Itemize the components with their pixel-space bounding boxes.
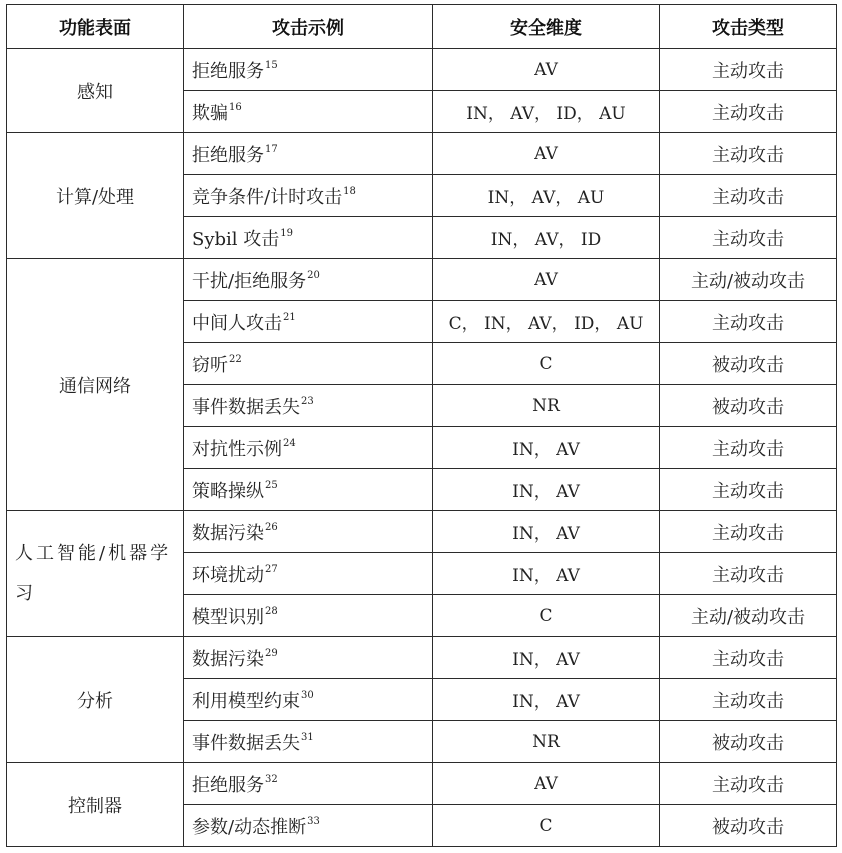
reference-superscript: 32 — [265, 773, 278, 785]
security-dimension-cell: IN， AV — [433, 679, 660, 721]
reference-superscript: 16 — [229, 101, 242, 113]
attack-example-cell — [184, 175, 433, 217]
reference-superscript: 27 — [265, 563, 278, 575]
functional-surface-cell: 感知 — [7, 49, 184, 133]
security-dimension-cell: C， IN， AV， ID， AU — [433, 301, 660, 343]
header-functional-surface: 功能表面 — [7, 5, 184, 49]
attack-type-cell: 主动攻击 — [660, 217, 837, 259]
attack-example-cell — [184, 679, 433, 721]
attack-type-cell: 被动攻击 — [660, 721, 837, 763]
attack-type-cell: 主动攻击 — [660, 679, 837, 721]
attack-example-cell — [184, 217, 433, 259]
security-dimension-cell: IN， AV — [433, 511, 660, 553]
reference-superscript: 20 — [307, 269, 320, 281]
attack-surface-table — [6, 4, 837, 847]
functional-surface-cell: 计算/处理 — [7, 133, 184, 259]
reference-superscript: 18 — [343, 185, 356, 197]
attack-example-text: Sybil 攻击 — [192, 228, 280, 250]
header-row — [7, 5, 837, 49]
attack-type-cell: 被动攻击 — [660, 805, 837, 847]
attack-example-cell — [184, 763, 433, 805]
attack-example-text: 事件数据丢失 — [192, 396, 300, 418]
attack-example-text: 事件数据丢失 — [192, 732, 300, 754]
attack-example-text: 策略操纵 — [192, 480, 264, 502]
reference-superscript: 22 — [229, 353, 242, 365]
attack-type-cell: 主动/被动攻击 — [660, 259, 837, 301]
attack-type-cell: 主动攻击 — [660, 637, 837, 679]
reference-superscript: 23 — [301, 395, 314, 407]
attack-type-cell: 主动攻击 — [660, 469, 837, 511]
attack-example-text: 竞争条件/计时攻击 — [192, 186, 343, 208]
attack-example-cell — [184, 637, 433, 679]
attack-example-cell — [184, 511, 433, 553]
attack-example-cell — [184, 553, 433, 595]
security-dimension-cell: IN， AV， ID， AU — [433, 91, 660, 133]
reference-superscript: 24 — [283, 437, 296, 449]
attack-example-text: 欺骗 — [192, 102, 228, 124]
security-dimension-cell: NR — [433, 721, 660, 763]
attack-example-text: 数据污染 — [192, 648, 264, 670]
attack-type-cell: 主动攻击 — [660, 427, 837, 469]
table-row — [7, 133, 837, 175]
header-attack-example: 攻击示例 — [184, 5, 433, 49]
attack-example-cell — [184, 385, 433, 427]
reference-superscript: 19 — [280, 227, 293, 239]
security-dimension-cell: C — [433, 343, 660, 385]
attack-type-cell: 主动攻击 — [660, 91, 837, 133]
table-row — [7, 49, 837, 91]
reference-superscript: 28 — [265, 605, 278, 617]
attack-example-text: 对抗性示例 — [192, 438, 282, 460]
attack-example-cell — [184, 595, 433, 637]
attack-example-cell — [184, 301, 433, 343]
attack-example-cell — [184, 259, 433, 301]
reference-superscript: 31 — [301, 731, 314, 743]
reference-superscript: 33 — [307, 815, 320, 827]
attack-example-text: 拒绝服务 — [192, 774, 264, 796]
reference-superscript: 15 — [265, 59, 278, 71]
attack-example-cell — [184, 91, 433, 133]
reference-superscript: 25 — [265, 479, 278, 491]
attack-type-cell: 主动/被动攻击 — [660, 595, 837, 637]
reference-superscript: 21 — [283, 311, 296, 323]
table-row — [7, 259, 837, 301]
attack-example-cell — [184, 469, 433, 511]
attack-type-cell: 被动攻击 — [660, 343, 837, 385]
attack-type-cell: 主动攻击 — [660, 511, 837, 553]
table-row — [7, 511, 837, 553]
security-dimension-cell: AV — [433, 49, 660, 91]
table-body — [7, 49, 837, 847]
reference-superscript: 17 — [265, 143, 278, 155]
attack-example-cell — [184, 49, 433, 91]
table-header — [7, 5, 837, 49]
table-row — [7, 763, 837, 805]
attack-example-cell — [184, 721, 433, 763]
security-dimension-cell: AV — [433, 133, 660, 175]
attack-type-cell: 主动攻击 — [660, 763, 837, 805]
security-dimension-cell: IN， AV — [433, 427, 660, 469]
security-dimension-cell: C — [433, 595, 660, 637]
attack-example-cell — [184, 427, 433, 469]
functional-surface-cell: 通信网络 — [7, 259, 184, 511]
security-dimension-cell: AV — [433, 763, 660, 805]
attack-example-cell — [184, 133, 433, 175]
header-attack-type: 攻击类型 — [660, 5, 837, 49]
attack-example-text: 中间人攻击 — [192, 312, 282, 334]
attack-type-cell: 主动攻击 — [660, 49, 837, 91]
functional-surface-cell: 人工智能/机器学习 — [7, 511, 184, 637]
attack-type-cell: 主动攻击 — [660, 553, 837, 595]
attack-example-cell — [184, 805, 433, 847]
attack-example-text: 模型识别 — [192, 606, 264, 628]
security-dimension-cell: AV — [433, 259, 660, 301]
attack-example-text: 参数/动态推断 — [192, 816, 307, 838]
attack-example-text: 利用模型约束 — [192, 690, 300, 712]
functional-surface-cell: 分析 — [7, 637, 184, 763]
security-dimension-cell: IN， AV — [433, 469, 660, 511]
security-dimension-cell: IN， AV， AU — [433, 175, 660, 217]
attack-example-text: 拒绝服务 — [192, 144, 264, 166]
attack-example-text: 环境扰动 — [192, 564, 264, 586]
attack-type-cell: 主动攻击 — [660, 133, 837, 175]
reference-superscript: 26 — [265, 521, 278, 533]
security-dimension-cell: C — [433, 805, 660, 847]
attack-example-cell — [184, 343, 433, 385]
table-row — [7, 637, 837, 679]
attack-example-text: 干扰/拒绝服务 — [192, 270, 307, 292]
attack-example-text: 拒绝服务 — [192, 60, 264, 82]
reference-superscript: 30 — [301, 689, 314, 701]
attack-type-cell: 主动攻击 — [660, 301, 837, 343]
functional-surface-cell: 控制器 — [7, 763, 184, 847]
security-dimension-cell: NR — [433, 385, 660, 427]
security-dimension-cell: IN， AV， ID — [433, 217, 660, 259]
security-dimension-cell: IN， AV — [433, 553, 660, 595]
attack-example-text: 窃听 — [192, 354, 228, 376]
header-security-dimension: 安全维度 — [433, 5, 660, 49]
reference-superscript: 29 — [265, 647, 278, 659]
security-dimension-cell: IN， AV — [433, 637, 660, 679]
attack-type-cell: 主动攻击 — [660, 175, 837, 217]
attack-example-text: 数据污染 — [192, 522, 264, 544]
attack-type-cell: 被动攻击 — [660, 385, 837, 427]
